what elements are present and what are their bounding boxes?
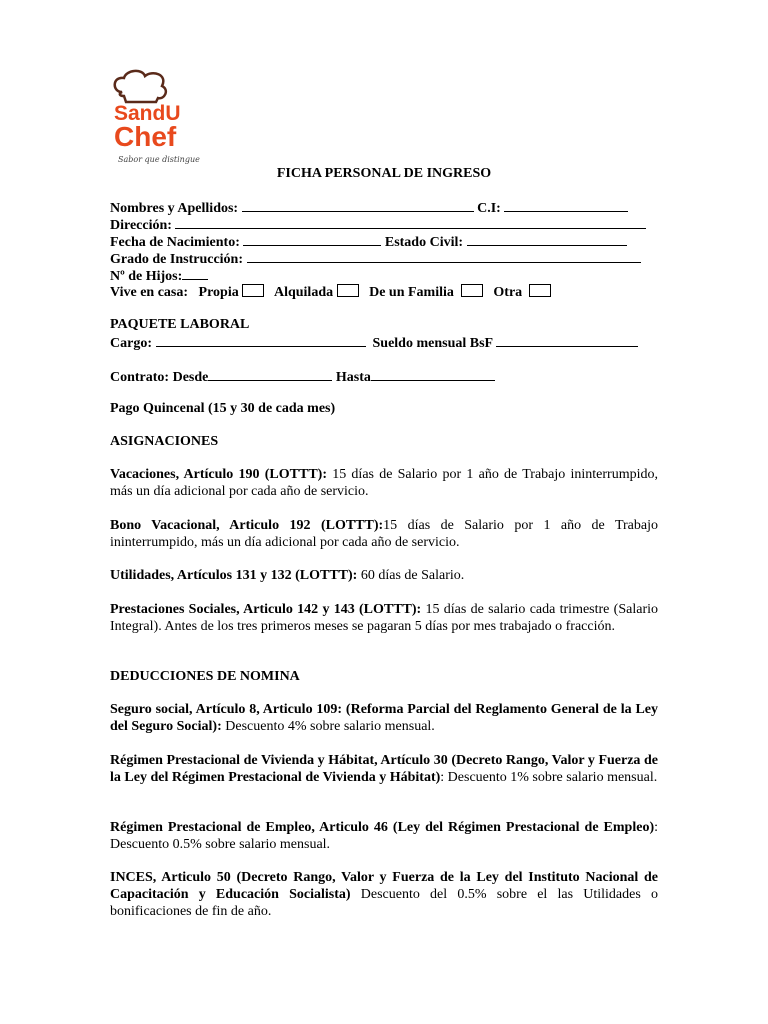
cargo-field[interactable] — [156, 334, 366, 347]
estado-field[interactable] — [467, 233, 627, 246]
nombres-row — [110, 199, 658, 217]
asignacion-title: Bono Vacacional, Articulo 192 (LOTTT): — [110, 518, 384, 533]
propia-checkbox[interactable] — [242, 284, 264, 297]
desde-field[interactable] — [208, 368, 332, 381]
vive-row — [110, 284, 658, 301]
asignacion-text: 15 días de salario cada trimestre (Salario Integral). Antes de los tres primeros meses se pagaran 5 días por mes trabajado o fracción. — [110, 602, 658, 634]
asignacion-utilidades — [110, 568, 658, 585]
deduccion-title: Régimen Prestacional de Empleo, Articulo 46 (Ley del Régimen Prestacional de Empleo) — [110, 820, 655, 835]
deduccion-vivienda — [110, 753, 658, 787]
deduccion-text: Descuento del 0.5% sobre el las Utilidades o bonificaciones de fin de año. — [110, 886, 658, 919]
asignacion-title: Utilidades, Artículos 131 y 132 (LOTTT): — [110, 568, 361, 583]
contrato-row — [110, 368, 658, 386]
hasta-label: Hasta — [335, 370, 371, 385]
deducciones-heading: DEDUCCIONES DE NOMINA — [110, 669, 300, 684]
logo-word-2: Chef — [114, 121, 177, 152]
asignacion-title: Prestaciones Sociales, Articulo 142 y 143 (LOTTT): — [110, 602, 426, 617]
propia-label: Propia — [198, 285, 239, 300]
chef-hat-icon — [112, 70, 200, 180]
logo-word-1: SandU — [114, 102, 181, 125]
asignaciones-heading: ASIGNACIONES — [110, 434, 219, 449]
sueldo-label: Sueldo mensual BsF — [372, 336, 493, 351]
deduccion-title: Régimen Prestacional de Vivienda y Hábitat, Artículo 30 (Decreto Rango, Valor y Fuerza de la Ley del Régimen Prestacional de Vivienda y Hábitat) — [110, 753, 658, 785]
grado-label: Grado de Instrucción: — [110, 252, 243, 267]
fecha-field[interactable] — [243, 233, 381, 246]
cargo-row — [110, 334, 658, 352]
alquilada-label: Alquilada — [273, 285, 334, 300]
deduccion-text: Descuento 4% sobre salario mensual. — [225, 718, 435, 734]
hijos-label: Nº de Hijos: — [110, 269, 183, 284]
contrato-label: Contrato: Desde — [110, 370, 209, 385]
deduccion-inces — [110, 870, 658, 920]
asignacion-text: 15 días de Salario por 1 año de Trabajo ininterrumpido, más un día adicional por cada año de servicio. — [110, 518, 658, 550]
fecha-label: Fecha de Nacimiento: — [110, 235, 240, 250]
deduccion-title: INCES, Articulo 50 (Decreto Rango, Valor y Fuerza de la Ley del Instituto Nacional de Capacitación y Educación Socialista) — [110, 870, 658, 902]
cargo-label: Cargo: — [110, 336, 152, 351]
alquilada-checkbox[interactable] — [337, 284, 359, 297]
sueldo-field[interactable] — [496, 334, 638, 347]
deduccion-empleo — [110, 820, 658, 854]
deduccion-text: : Descuento 1% sobre salario mensual. — [440, 769, 658, 785]
grado-field[interactable] — [247, 250, 641, 263]
direccion-field[interactable] — [175, 216, 646, 229]
vive-label: Vive en casa: — [110, 285, 189, 300]
ci-field[interactable] — [504, 199, 628, 212]
fecha-row — [110, 233, 658, 251]
familia-checkbox[interactable] — [461, 284, 483, 297]
asignacion-bono — [110, 518, 658, 552]
otra-label: Otra — [493, 285, 523, 300]
familia-label: De un Familia — [369, 285, 454, 300]
asignacion-title: Vacaciones, Artículo 190 (LOTTT): — [110, 467, 333, 482]
direccion-row — [110, 216, 658, 234]
hijos-field[interactable] — [182, 267, 208, 280]
deduccion-text: : Descuento 0.5% sobre salario mensual. — [110, 820, 658, 852]
hasta-field[interactable] — [371, 368, 495, 381]
estado-label: Estado Civil: — [384, 235, 464, 250]
asignacion-text: 15 días de Salario por 1 año de Trabajo ininterrumpido, más un día adicional por cada año de servicio. — [110, 467, 658, 499]
document-title: FICHA PERSONAL DE INGRESO — [276, 166, 492, 181]
pago-quincenal: Pago Quincenal (15 y 30 de cada mes) — [110, 401, 336, 416]
asignacion-text: 60 días de Salario. — [360, 568, 465, 583]
direccion-label: Dirección: — [110, 218, 172, 233]
asignacion-prestaciones — [110, 602, 658, 636]
hijos-row — [110, 267, 658, 285]
deduccion-seguro-social — [110, 702, 658, 736]
logo-tagline: Sabor que distingue — [118, 155, 200, 164]
sandu-chef-logo — [112, 70, 200, 180]
ci-label: C.I: — [477, 201, 501, 216]
paquete-heading: PAQUETE LABORAL — [110, 317, 250, 332]
asignacion-vacaciones — [110, 467, 658, 501]
nombres-label: Nombres y Apellidos: — [110, 201, 239, 216]
otra-checkbox[interactable] — [529, 284, 551, 297]
deduccion-title: Seguro social, Artículo 8, Articulo 109: (Reforma Parcial del Reglamento General de la Ley del Seguro Social): — [110, 702, 658, 734]
grado-row — [110, 250, 658, 268]
nombres-field[interactable] — [242, 199, 474, 212]
